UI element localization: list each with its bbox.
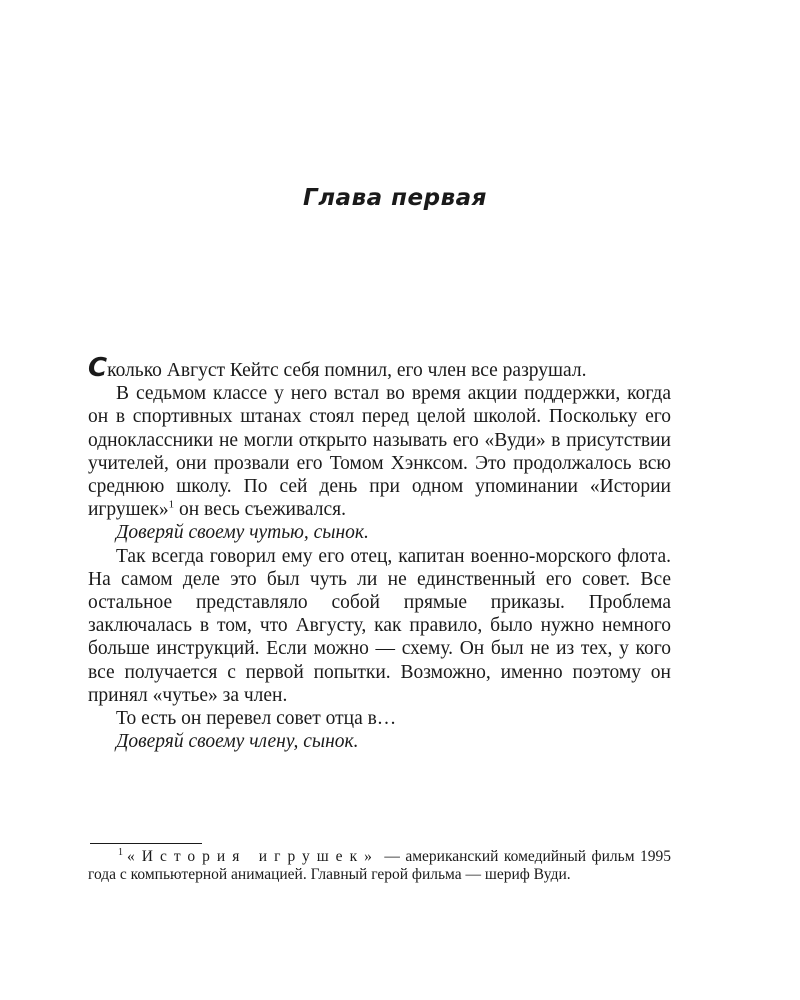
footnote bbox=[88, 848, 671, 884]
paragraph-1-text: колько Август Кейтс себя помнил, его член все разрушал. bbox=[107, 360, 587, 381]
chapter-title: Глава первая bbox=[303, 185, 487, 211]
paragraph-5: То есть он перевел совет отца в… bbox=[116, 708, 397, 730]
paragraph-2 bbox=[88, 382, 671, 521]
drop-cap: С bbox=[88, 353, 108, 383]
paragraph-2-tail: он весь съеживался. bbox=[174, 499, 346, 521]
footnote-title: «История игрушек» bbox=[127, 848, 379, 865]
paragraph-1 bbox=[88, 353, 671, 383]
footnote-mark: 1 bbox=[118, 846, 123, 858]
paragraph-2-text: В седьмом классе у него встал во время акции поддержки, когда он в спортивных штанах стоял перед целой школой. Поскольку его одноклассники не могли открыто называть его «Вуди» в присутствии учителей, они прозвали его Томом Хэнксом. Это продолжалось всю среднюю школу. По сей день при одном упоминании «Истории игрушек» bbox=[88, 383, 671, 521]
footnote-text: — американский комедийный фильм 1995 года с компьютерной анимацией. Главный герой фильма — шериф Вуди. bbox=[88, 848, 671, 883]
footnote-reference[interactable]: 1 bbox=[168, 498, 175, 511]
paragraph-6-italic: Доверяй своему члену, сынок. bbox=[116, 731, 359, 753]
footnote-divider bbox=[90, 843, 202, 844]
paragraph-3-italic: Доверяй своему чутью, сынок. bbox=[116, 522, 369, 544]
chapter-body bbox=[88, 353, 671, 753]
paragraph-4: Так всегда говорил ему его отец, капитан военно-морского флота. На самом деле это был чуть ли не единственный его совет. Все остальное представляло собой прямые приказы. Проблема заключалась в том, что Августу, как правило, было нужно немного больше инструкций. Если можно — схему. Он был не из тех, у кого все получается с первой попытки. Возможно, именно поэтому он принял «чутье» за член. bbox=[88, 545, 671, 706]
